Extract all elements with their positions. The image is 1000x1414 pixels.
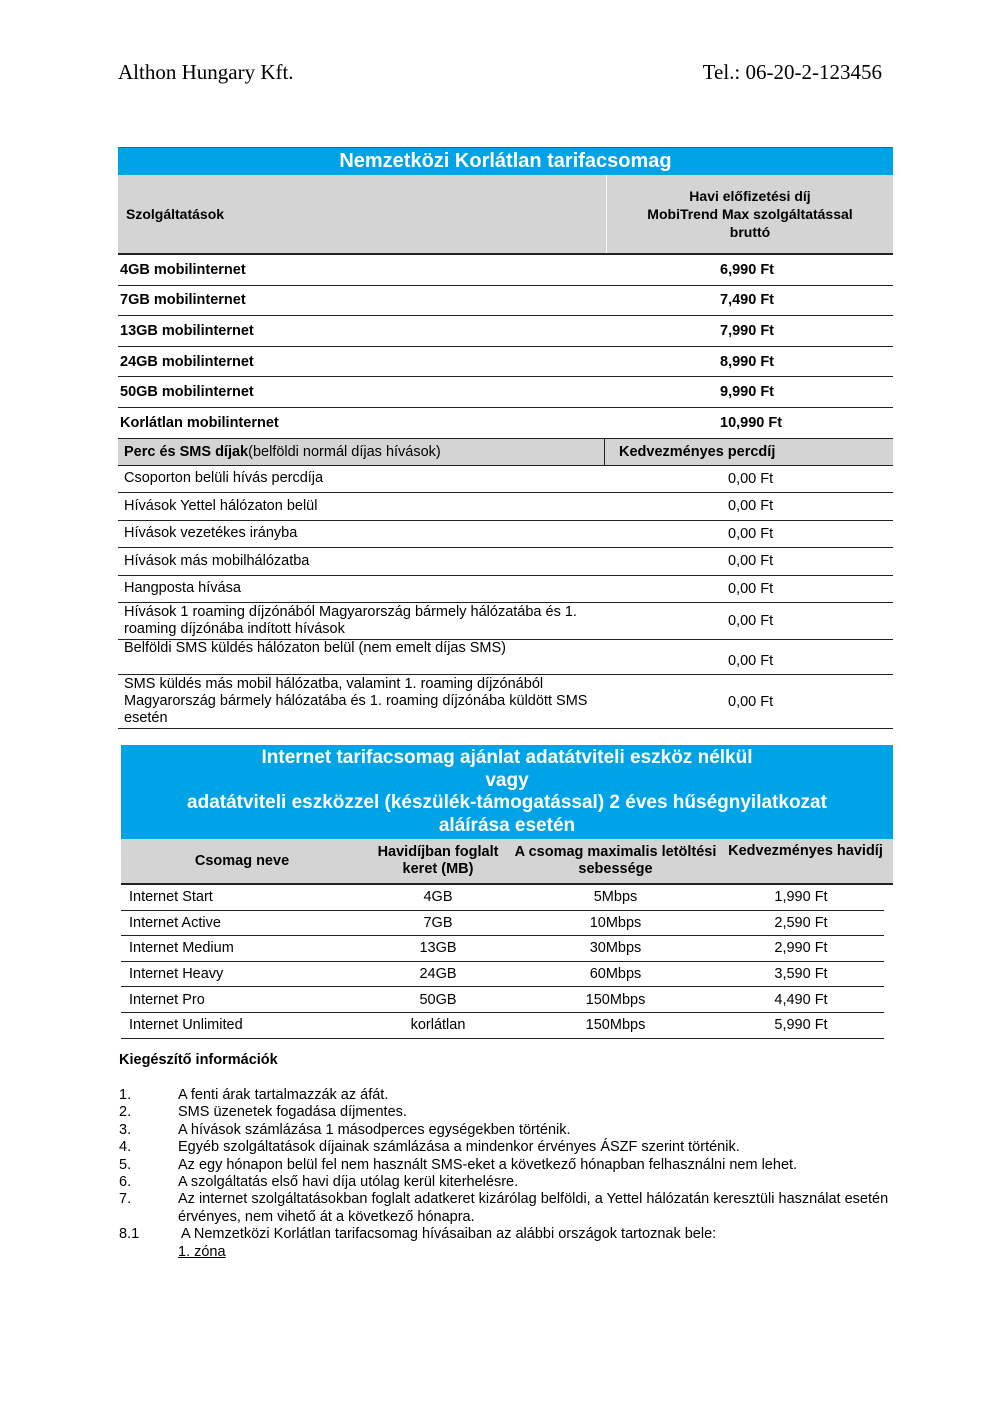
note-number: 8.1: [119, 1226, 140, 1243]
table-row: [121, 962, 884, 988]
plan-name: 7GB mobilinternet: [120, 292, 246, 309]
internet-offer-table: [121, 745, 893, 1039]
data-allowance: 7GB: [423, 914, 453, 931]
plan-price: 6,990 Ft: [720, 261, 774, 278]
plan-price: 7,990 Ft: [720, 322, 774, 339]
fee-header-line: bruttó: [729, 224, 771, 240]
list-item: [119, 1087, 889, 1104]
services-column-header: Szolgáltatások: [118, 175, 607, 253]
service-name: Csoporton belüli hívás percdíja: [124, 470, 324, 487]
data-allowance: 24GB: [419, 966, 457, 983]
max-speed: 60Mbps: [589, 966, 642, 983]
package-name-header: Csomag neve: [194, 852, 290, 869]
data-allowance: 50GB: [419, 991, 457, 1008]
service-row: [118, 603, 893, 640]
tariff-table: [118, 147, 893, 729]
plan-row: [118, 286, 893, 317]
plan-name: 13GB mobilinternet: [120, 322, 254, 339]
service-row: [118, 466, 893, 494]
note-number: 3.: [119, 1121, 132, 1138]
internet-offer-header: [121, 839, 893, 885]
monthly-fee: 3,590 Ft: [774, 966, 828, 983]
company-name: Althon Hungary Kft.: [118, 60, 294, 84]
service-name: Hangposta hívása: [124, 580, 241, 597]
plan-price: 7,490 Ft: [720, 292, 774, 309]
note-number: 1.: [119, 1087, 132, 1103]
monthly-fee: 2,990 Ft: [774, 940, 828, 957]
plan-price: 10,990 Ft: [720, 414, 783, 431]
max-speed: 10Mbps: [589, 914, 642, 931]
note-text: A hívások számlázása 1 másodperces egységekben történik.: [178, 1121, 571, 1138]
plan-name: 4GB mobilinternet: [120, 261, 246, 278]
service-name: Belföldi SMS küldés hálózaton belül (nem emelt díjas SMS): [124, 640, 507, 657]
package-name: Internet Heavy: [129, 966, 224, 983]
list-item: [119, 1122, 889, 1139]
service-price: 0,00 Ft: [728, 653, 774, 670]
service-name: SMS küldés más mobil hálózatba, valamint 1. roaming díjzónából Magyarország bármely hálózatába és 1. roaming díjzónába küldött SMS esetén: [124, 676, 588, 727]
service-price: 0,00 Ft: [728, 580, 774, 597]
package-name: Internet Medium: [129, 940, 234, 957]
note-number: 7.: [119, 1191, 132, 1208]
service-name: Hívások vezetékes irányba: [124, 525, 298, 542]
notes-list: [119, 1087, 889, 1244]
service-price: 0,00 Ft: [728, 553, 774, 570]
monthly-fee: 4,490 Ft: [774, 991, 828, 1008]
table-row: [121, 911, 884, 937]
plan-price: 8,990 Ft: [720, 353, 774, 370]
service-price: 0,00 Ft: [728, 470, 774, 487]
fee-header-line: Havi előfizetési díj: [689, 188, 811, 204]
service-name: Hívások 1 roaming díjzónából Magyarország bármely hálózatába és 1. roaming díjzónába indított hívások: [124, 604, 577, 638]
service-row: [118, 493, 893, 521]
max-speed: 150Mbps: [585, 991, 646, 1008]
plan-row: [118, 408, 893, 438]
data-allowance: 13GB: [419, 940, 457, 957]
note-text: A szolgáltatás első havi díja utólag kerül kiterhelésre.: [178, 1174, 519, 1191]
package-name: Internet Unlimited: [129, 1017, 243, 1034]
fee-header-line: MobiTrend Max szolgáltatással: [647, 206, 853, 222]
package-name: Internet Active: [129, 914, 221, 931]
tariff-table-title: Nemzetközi Korlátlan tarifacsomag: [118, 147, 893, 175]
service-name: Hívások Yettel hálózaton belül: [124, 497, 318, 514]
tariff-table-header: [118, 175, 893, 255]
monthly-fee: 2,590 Ft: [774, 914, 828, 931]
note-text: Az internet szolgáltatásokban foglalt adatkeret kizárólag belföldi, a Yettel hálózatán keresztüli használat esetén érvényes, nem vihető át a következő hónapra.: [178, 1191, 889, 1225]
plan-row: [118, 347, 893, 378]
call-sms-title: Perc és SMS díjak (belföldi normál díjas hívások): [124, 443, 441, 460]
max-speed: 150Mbps: [585, 1017, 646, 1034]
title-line: Internet tarifacsomag ajánlat adatátviteli eszköz nélkül: [261, 747, 753, 768]
max-speed: 5Mbps: [593, 889, 638, 906]
data-allowance: korlátlan: [410, 1017, 466, 1034]
note-number: 6.: [119, 1174, 132, 1191]
plan-name: 50GB mobilinternet: [120, 384, 254, 401]
service-row: [118, 521, 893, 549]
note-number: 2.: [119, 1104, 132, 1121]
package-name: Internet Start: [129, 889, 213, 906]
list-item: [119, 1139, 889, 1156]
plan-row: [118, 255, 893, 286]
monthly-fee: 1,990 Ft: [774, 889, 828, 906]
plan-row: [118, 316, 893, 347]
monthly-fee: 5,990 Ft: [774, 1017, 828, 1034]
max-speed: 30Mbps: [589, 940, 642, 957]
data-allowance: 4GB: [423, 889, 453, 906]
internet-offer-title: [121, 745, 893, 839]
note-text: A fenti árak tartalmazzák az áfát.: [178, 1087, 389, 1103]
list-item: [119, 1157, 889, 1174]
table-row: [121, 936, 884, 962]
list-item: [119, 1104, 889, 1121]
max-speed-header: A csomag maximalis letöltési sebessége: [514, 844, 717, 877]
service-name: Hívások más mobilhálózatba: [124, 552, 310, 569]
notes-title: Kiegészítő információk: [119, 1052, 278, 1068]
service-row: [118, 640, 893, 675]
title-line: adatátviteli eszközzel (készülék-támogatással) 2 éves hűségnyilatkozat: [187, 792, 827, 813]
service-price: 0,00 Ft: [728, 498, 774, 515]
data-allowance-header: Havidíjban foglalt keret (MB): [377, 844, 499, 877]
note-text: Egyéb szolgáltatások díjainak számlázása a mindenkor érvényes ÁSZF szerint történik.: [178, 1139, 740, 1156]
note-text: Az egy hónapon belül fel nem használt SMS-eket a következő hónapban felhasználni nem lehet.: [178, 1156, 798, 1173]
plan-name: 24GB mobilinternet: [120, 353, 254, 370]
service-row: [118, 576, 893, 604]
service-price: 0,00 Ft: [728, 693, 774, 710]
plan-row: [118, 377, 893, 408]
note-number: 5.: [119, 1156, 132, 1173]
service-row: [118, 548, 893, 576]
service-price: 0,00 Ft: [728, 613, 774, 630]
note-text: A Nemzetközi Korlátlan tarifacsomag hívásaiban az alábbi országok tartoznak bele:: [181, 1226, 717, 1243]
plan-price: 9,990 Ft: [720, 384, 774, 401]
table-row: [121, 987, 884, 1013]
title-line: aláírása esetén: [438, 814, 576, 836]
title-line: vagy: [485, 769, 529, 791]
list-item: [119, 1226, 889, 1243]
discounted-rate-header: Kedvezményes percdíj: [604, 439, 893, 465]
table-row: [121, 1013, 884, 1039]
company-phone: Tel.: 06-20-2-123456: [702, 60, 882, 84]
monthly-fee-column-header: [607, 175, 893, 253]
note-number: 4.: [119, 1139, 132, 1156]
call-sms-header: [118, 438, 893, 466]
service-price: 0,00 Ft: [728, 525, 774, 542]
discounted-fee-header: Kedvezményes havidíj: [728, 843, 883, 859]
note-text: SMS üzenetek fogadása díjmentes.: [178, 1104, 407, 1121]
table-row: [121, 885, 884, 911]
zone-label: 1. zóna: [178, 1244, 226, 1260]
list-item: [119, 1174, 889, 1191]
service-row: [118, 675, 893, 729]
package-name: Internet Pro: [129, 991, 205, 1008]
list-item: [119, 1191, 889, 1226]
plan-name: Korlátlan mobilinternet: [120, 414, 279, 431]
